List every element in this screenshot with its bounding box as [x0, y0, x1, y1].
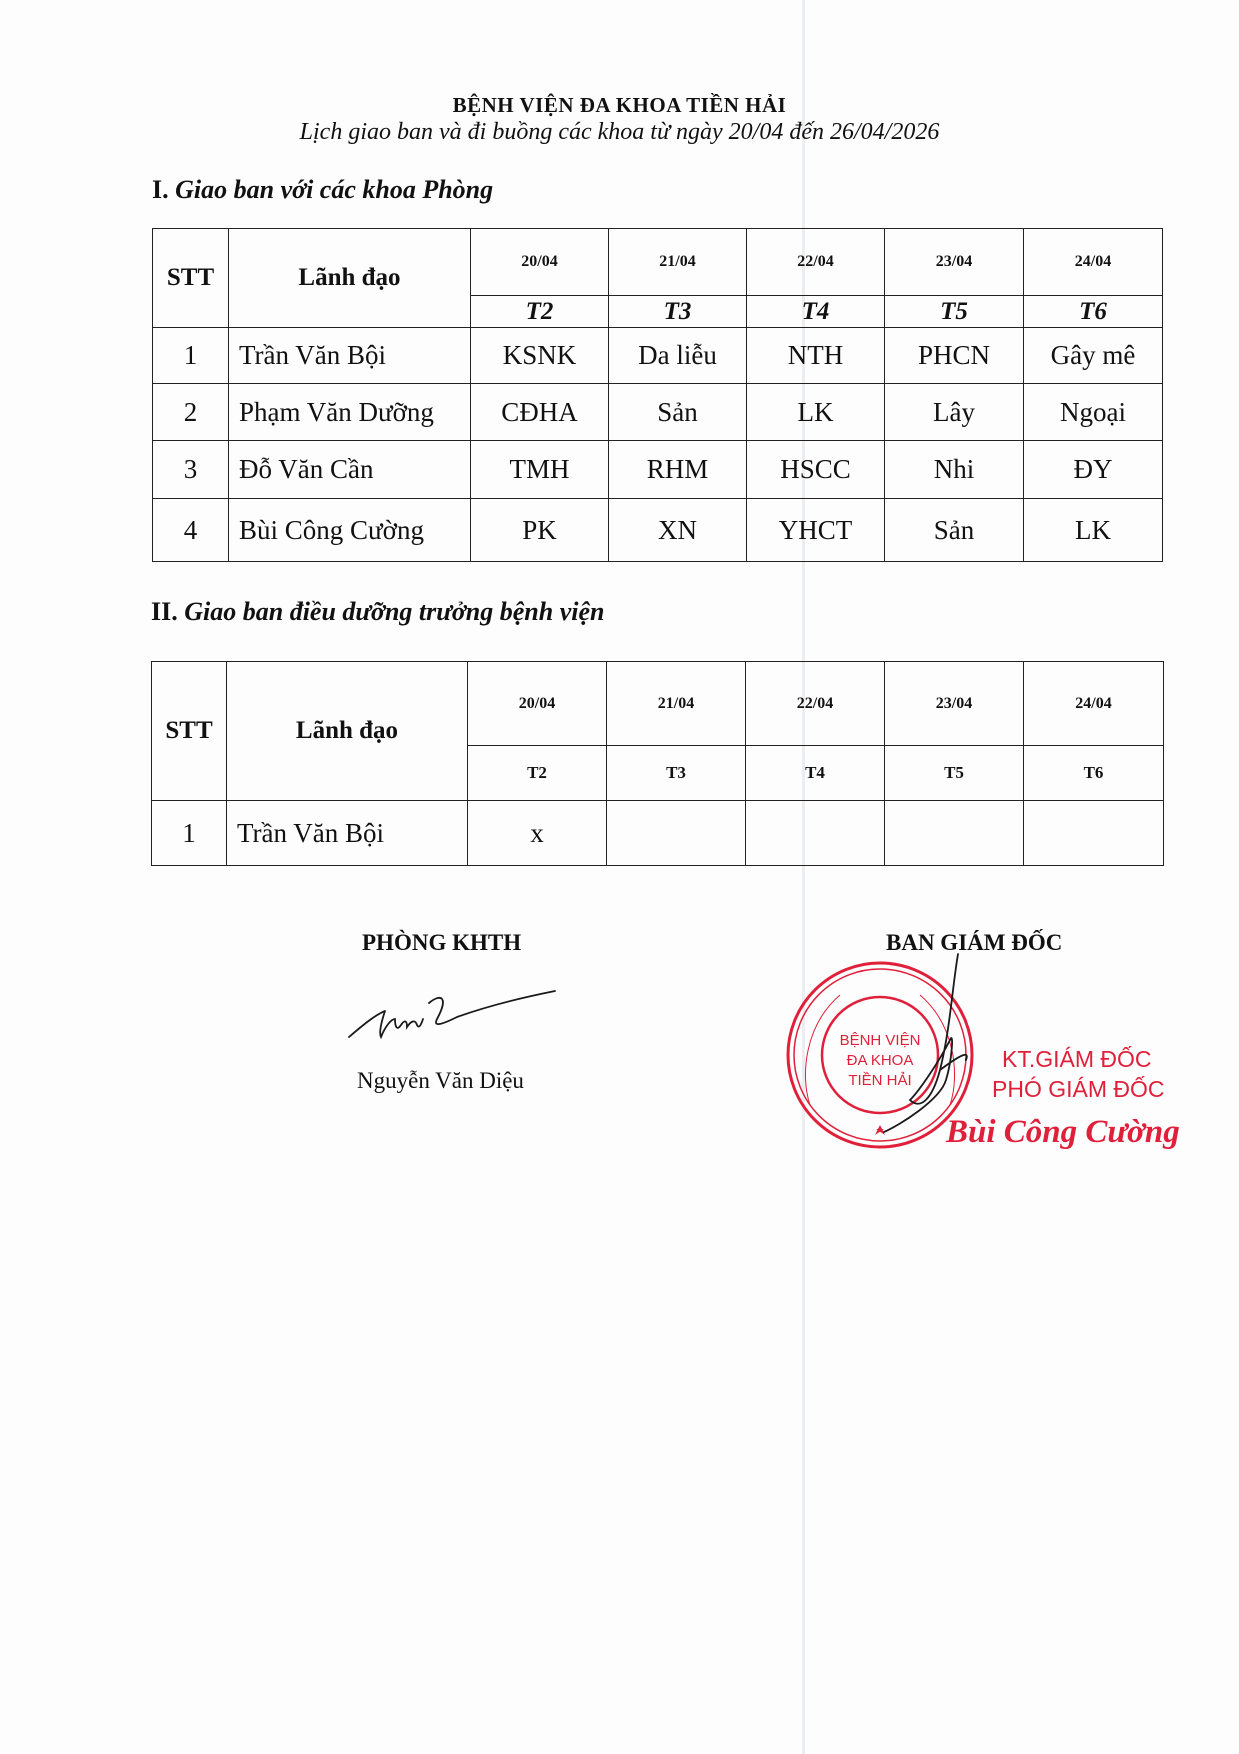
- schedule-cell: ĐY: [1024, 441, 1163, 499]
- schedule-cell: XN: [609, 499, 747, 562]
- right-signer-role1: KT.GIÁM ĐỐC: [1002, 1046, 1152, 1072]
- date-cell: 20/04: [471, 229, 609, 296]
- right-signer-name: Bùi Công Cường: [946, 1114, 1180, 1150]
- schedule-cell: TMH: [471, 441, 609, 499]
- schedule-cell: LK: [747, 384, 885, 441]
- schedule-cell: PK: [471, 499, 609, 562]
- schedule-cell: [746, 801, 885, 866]
- schedule-cell: YHCT: [747, 499, 885, 562]
- date-cell: 21/04: [609, 229, 747, 296]
- schedule-cell: x: [468, 801, 607, 866]
- row-leader-name: Trần Văn Bội: [229, 328, 471, 384]
- schedule-cell: [885, 801, 1024, 866]
- day-cell: T2: [471, 296, 609, 328]
- schedule-cell: RHM: [609, 441, 747, 499]
- row-leader-name: Đỗ Văn Cần: [229, 441, 471, 499]
- seal-line-1: BỆNH VIỆN: [839, 1032, 921, 1049]
- row-leader-name: Trần Văn Bội: [227, 801, 468, 866]
- schedule-cell: Sản: [609, 384, 747, 441]
- schedule-cell: CĐHA: [471, 384, 609, 441]
- date-cell: 20/04: [468, 662, 607, 746]
- row-stt: 4: [153, 499, 229, 562]
- section1-number: I.: [152, 175, 169, 204]
- day-cell: T3: [607, 746, 746, 801]
- schedule-cell: PHCN: [885, 328, 1024, 384]
- row-leader-name: Bùi Công Cường: [229, 499, 471, 562]
- date-cell: 23/04: [885, 662, 1024, 746]
- row-leader-name: Phạm Văn Dưỡng: [229, 384, 471, 441]
- table-row: [153, 499, 1163, 562]
- row-stt: 1: [153, 328, 229, 384]
- section1-table: [152, 228, 1163, 562]
- day-cell: T3: [609, 296, 747, 328]
- table-row: [153, 441, 1163, 499]
- section2-heading: [151, 597, 604, 627]
- schedule-cell: NTH: [747, 328, 885, 384]
- header-stt: STT: [152, 662, 227, 801]
- table-row: [153, 328, 1163, 384]
- section2-table: [151, 661, 1164, 866]
- schedule-cell: Lây: [885, 384, 1024, 441]
- date-cell: 24/04: [1024, 229, 1163, 296]
- section2-number: II.: [151, 597, 178, 626]
- section2-title: Giao ban điều dưỡng trưởng bệnh viện: [184, 597, 605, 626]
- seal-line-3: TIỀN HẢI: [848, 1072, 912, 1089]
- day-cell: T6: [1024, 296, 1163, 328]
- date-cell: 23/04: [885, 229, 1024, 296]
- schedule-cell: Da liễu: [609, 328, 747, 384]
- day-cell: T5: [885, 746, 1024, 801]
- row-stt: 1: [152, 801, 227, 866]
- row-stt: 2: [153, 384, 229, 441]
- schedule-cell: Gây mê: [1024, 328, 1163, 384]
- date-cell: 24/04: [1024, 662, 1164, 746]
- hospital-name: BỆNH VIỆN ĐA KHOA TIỀN HẢI: [452, 93, 787, 117]
- schedule-cell: HSCC: [747, 441, 885, 499]
- day-cell: T2: [468, 746, 607, 801]
- schedule-cell: Ngoại: [1024, 384, 1163, 441]
- schedule-cell: Nhi: [885, 441, 1024, 499]
- day-cell: T6: [1024, 746, 1164, 801]
- date-cell: 21/04: [607, 662, 746, 746]
- schedule-cell: LK: [1024, 499, 1163, 562]
- right-signature-title: BAN GIÁM ĐỐC: [886, 930, 1063, 955]
- header-leader: Lãnh đạo: [227, 662, 468, 801]
- row-stt: 3: [153, 441, 229, 499]
- day-cell: T4: [747, 296, 885, 328]
- date-cell: 22/04: [746, 662, 885, 746]
- schedule-cell: Sản: [885, 499, 1024, 562]
- left-signer-name: Nguyễn Văn Diệu: [357, 1068, 524, 1093]
- left-signature-title: PHÒNG KHTH: [362, 930, 522, 955]
- day-cell: T5: [885, 296, 1024, 328]
- section1-title: Giao ban với các khoa Phòng: [175, 175, 494, 204]
- day-cell: T4: [746, 746, 885, 801]
- schedule-cell: KSNK: [471, 328, 609, 384]
- seal-line-2: ĐA KHOA: [846, 1052, 914, 1069]
- header-stt: STT: [153, 229, 229, 328]
- left-handwritten-signature: [345, 985, 560, 1045]
- section1-heading: [152, 175, 493, 205]
- schedule-cell: [1024, 801, 1164, 866]
- schedule-cell: [607, 801, 746, 866]
- table-row: [152, 801, 1164, 866]
- table-row: [153, 384, 1163, 441]
- schedule-subtitle: Lịch giao ban và đi buồng các khoa từ ngày 20/04 đến 26/04/2026: [299, 119, 940, 145]
- date-cell: 22/04: [747, 229, 885, 296]
- right-signer-role2: PHÓ GIÁM ĐỐC: [992, 1076, 1165, 1102]
- header-leader: Lãnh đạo: [229, 229, 471, 328]
